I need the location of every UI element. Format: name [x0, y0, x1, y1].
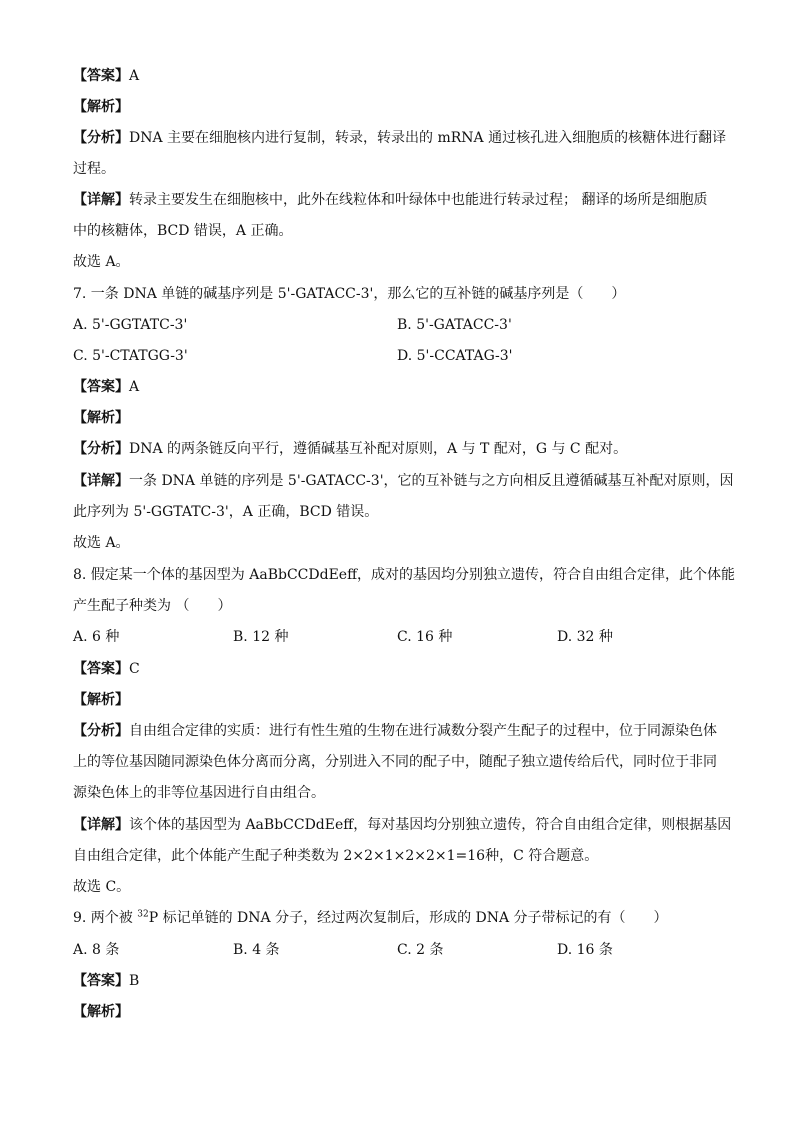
q9-stem: 9. 两个被 $^{32}$P 标记单链的 DNA 分子，经过两次复制后，形成的 DNA 分子带标记的有（ ） [73, 909, 668, 926]
q8-analysis-title: 【解析】 [73, 692, 129, 708]
q6-answer: 【答案】A [73, 68, 140, 84]
q6-fenxi: 【分析】DNA 主要在细胞核内进行复制，转录，转录出的 mRNA 通过核孔进入细胞质的核糖体进行翻译 [73, 130, 727, 146]
q9-analysis-title: 【解析】 [73, 1004, 129, 1020]
q8-option-a: A. 6 种 [73, 629, 120, 645]
q7-analysis-title: 【解析】 [73, 410, 129, 426]
q8-stem-line1: 8. 假定某一个体的基因型为 AaBbCCDdEeff，成对的基因均分别独立遗传，符合自由组合定律，此个体能 [73, 567, 736, 583]
q7-fenxi: 【分析】DNA 的两条链反向平行，遵循碱基互补配对原则，A 与 T 配对，G 与 C 配对。 [73, 441, 628, 457]
q7-option-a: A. 5'-GGTATC-3' [73, 317, 188, 333]
q6-conclusion: 故选 A。 [73, 254, 130, 270]
q9-option-a: A. 8 条 [73, 942, 120, 958]
q7-answer: 【答案】A [73, 379, 140, 395]
q6-xiangjie-line2: 中的核糖体，BCD 错误，A 正确。 [73, 223, 293, 239]
q7-xiangjie: 【详解】一条 DNA 单链的序列是 5'-GATACC-3'，它的互补链与之方向相反且遵循碱基互补配对原则，因 [73, 473, 734, 489]
q7-option-b: B. 5'-GATACC-3' [397, 317, 512, 333]
q6-xiangjie: 【详解】转录主要发生在细胞核中，此外在线粒体和叶绿体中也能进行转录过程； 翻译的场所是细胞质 [73, 192, 708, 208]
q8-xiangjie-line2: 自由组合定律，此个体能产生配子种类数为 2×2×1×2×2×1=16种，C 符合题意。 [73, 848, 599, 864]
q9-option-d: D. 16 条 [557, 942, 613, 958]
q6-fenxi-line2: 过程。 [73, 161, 115, 177]
q8-conclusion: 故选 C。 [73, 879, 131, 895]
q7-option-d: D. 5'-CCATAG-3' [397, 348, 513, 364]
q8-stem-line2: 产生配子种类为 （ ） [73, 598, 232, 614]
q6-analysis-title: 【解析】 [73, 99, 129, 115]
q7-xiangjie-line2: 此序列为 5'-GGTATC-3'，A 正确，BCD 错误。 [73, 504, 379, 520]
q7-conclusion: 故选 A。 [73, 535, 130, 551]
q8-answer: 【答案】C [73, 661, 140, 677]
q9-option-b: B. 4 条 [233, 942, 280, 958]
q7-stem: 7. 一条 DNA 单链的碱基序列是 5'-GATACC-3'，那么它的互补链的碱基序列是（ ） [73, 286, 626, 302]
q8-option-b: B. 12 种 [233, 629, 289, 645]
q9-option-c: C. 2 条 [397, 942, 444, 958]
q8-fenxi-line3: 源染色体上的非等位基因进行自由组合。 [73, 785, 325, 801]
q7-option-c: C. 5'-CTATGG-3' [73, 348, 188, 364]
q8-xiangjie: 【详解】该个体的基因型为 AaBbCCDdEeff，每对基因均分别独立遗传，符合自由组合定律，则根据基因 [73, 817, 732, 833]
q8-option-c: C. 16 种 [397, 629, 453, 645]
q8-fenxi-line2: 上的等位基因随同源染色体分离而分离，分别进入不同的配子中，随配子独立遗传给后代，同时位于非同 [73, 754, 717, 770]
q8-fenxi: 【分析】自由组合定律的实质：进行有性生殖的生物在进行减数分裂产生配子的过程中，位于同源染色体 [73, 723, 717, 739]
q8-option-d: D. 32 种 [557, 629, 613, 645]
q9-answer: 【答案】B [73, 973, 140, 989]
